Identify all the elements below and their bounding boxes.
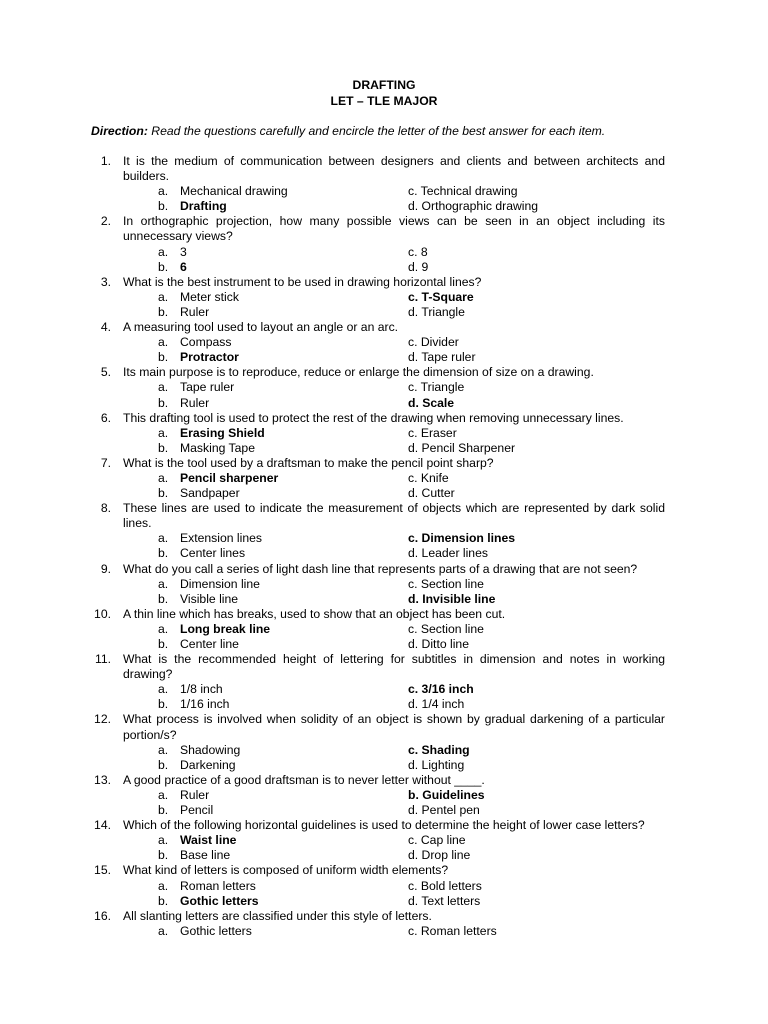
- question-number: 2.: [100, 214, 111, 229]
- option-d[interactable]: [408, 441, 658, 456]
- option-text: c. Dimension lines: [408, 531, 516, 546]
- option-row: [0, 245, 768, 260]
- option-text: d. Ditto line: [408, 637, 469, 651]
- option-text: Mechanical drawing: [180, 184, 288, 199]
- option-text: Shadowing: [180, 742, 241, 757]
- option-b[interactable]: [158, 350, 408, 365]
- option-d[interactable]: [408, 396, 658, 411]
- option-letter: b.: [158, 259, 169, 274]
- question-text: This drafting tool is used to protect the rest of the drawing when removing unnecessary lines.: [123, 410, 624, 425]
- option-c[interactable]: [408, 833, 658, 848]
- question-number: 5.: [100, 365, 111, 380]
- question-text: What is the tool used by a draftsman to make the pencil point sharp?: [123, 455, 494, 470]
- question-number: 16.: [94, 908, 111, 923]
- option-row: [0, 184, 768, 199]
- option-text: c. Knife: [408, 470, 449, 485]
- option-row: [0, 622, 768, 637]
- option-row: [0, 335, 768, 350]
- option-b[interactable]: [158, 199, 408, 214]
- option-text: 6: [180, 259, 187, 274]
- option-text: Gothic letters: [180, 923, 252, 938]
- question-item: [0, 712, 768, 772]
- option-row: [0, 531, 768, 546]
- option-row: [0, 803, 768, 818]
- option-text: c. Technical drawing: [408, 184, 518, 199]
- direction-line: [91, 124, 605, 139]
- question-text: These lines are used to indicate the measurement of objects which are represented by dark solid: [123, 501, 665, 516]
- option-d[interactable]: [408, 697, 658, 712]
- question-text-cont: lines.: [123, 516, 152, 531]
- option-text: Gothic letters: [180, 893, 259, 908]
- option-text: d. Invisible line: [408, 591, 496, 606]
- option-letter: a.: [158, 335, 169, 350]
- option-letter: b.: [158, 591, 169, 606]
- option-a[interactable]: [158, 335, 408, 350]
- option-c[interactable]: [408, 622, 658, 637]
- question-number: 9.: [100, 561, 111, 576]
- option-c[interactable]: [408, 335, 658, 350]
- question-item: [0, 214, 768, 274]
- option-c[interactable]: [408, 879, 658, 894]
- option-row: [0, 380, 768, 395]
- question-number: 8.: [100, 501, 111, 516]
- question-number: 11.: [94, 652, 111, 667]
- option-text: Compass: [180, 335, 232, 350]
- option-a[interactable]: [158, 245, 408, 260]
- option-text: Visible line: [180, 591, 239, 606]
- option-text: Meter stick: [180, 289, 239, 304]
- question-item: [0, 365, 768, 410]
- option-c[interactable]: [408, 380, 658, 395]
- option-text: Roman letters: [180, 878, 256, 893]
- option-row: [0, 305, 768, 320]
- option-letter: b.: [158, 697, 169, 712]
- question-number: 10.: [94, 606, 111, 621]
- option-text: Waist line: [180, 833, 237, 848]
- option-text: Long break line: [180, 621, 271, 636]
- question-text: What is the best instrument to be used in drawing horizontal lines?: [123, 274, 482, 289]
- question-item: [0, 411, 768, 456]
- option-row: [0, 290, 768, 305]
- option-c[interactable]: [408, 788, 658, 803]
- option-row: [0, 833, 768, 848]
- option-text: 1/16 inch: [180, 697, 230, 712]
- option-a[interactable]: [158, 622, 408, 637]
- option-c[interactable]: [408, 531, 658, 546]
- page-title: DRAFTING: [352, 78, 416, 92]
- option-c[interactable]: [408, 682, 658, 697]
- option-text: Darkening: [180, 757, 236, 772]
- question-number: 15.: [94, 863, 111, 878]
- option-c[interactable]: [408, 471, 658, 486]
- option-a[interactable]: [158, 924, 408, 939]
- question-number: 13.: [94, 772, 111, 787]
- question-number: 6.: [100, 410, 111, 425]
- option-text: c. Roman letters: [408, 923, 497, 938]
- option-row: [0, 848, 768, 863]
- option-text: d. Pencil Sharpener: [408, 440, 516, 455]
- option-text: c. T-Square: [408, 289, 474, 304]
- option-b[interactable]: [158, 697, 408, 712]
- option-text: d. Lighting: [408, 757, 465, 772]
- option-text: c. Shading: [408, 742, 470, 757]
- option-text: Base line: [180, 848, 231, 863]
- question-text: Its main purpose is to reproduce, reduce or enlarge the dimension of size on a drawing.: [123, 365, 594, 380]
- option-row: [0, 879, 768, 894]
- option-row: [0, 592, 768, 607]
- option-text: d. Pentel pen: [408, 803, 480, 818]
- option-a[interactable]: [158, 879, 408, 894]
- option-text: Extension lines: [180, 531, 262, 546]
- option-letter: a.: [158, 380, 169, 395]
- option-b[interactable]: [158, 396, 408, 411]
- option-d[interactable]: [408, 260, 658, 275]
- option-letter: a.: [158, 742, 169, 757]
- option-letter: a.: [158, 923, 169, 938]
- option-a[interactable]: [158, 290, 408, 305]
- option-d[interactable]: [408, 305, 658, 320]
- option-text: Center lines: [180, 546, 246, 561]
- question-number: 7.: [100, 455, 111, 470]
- option-text: d. Cutter: [408, 486, 455, 501]
- option-text: c. Triangle: [408, 380, 465, 395]
- option-row: [0, 199, 768, 214]
- option-text: Tape ruler: [180, 380, 235, 395]
- option-letter: b.: [158, 893, 169, 908]
- question-number: 3.: [100, 274, 111, 289]
- option-letter: a.: [158, 184, 169, 199]
- option-letter: b.: [158, 546, 169, 561]
- option-letter: b.: [158, 350, 169, 365]
- option-letter: a.: [158, 289, 169, 304]
- option-d[interactable]: [408, 894, 658, 909]
- option-row: [0, 486, 768, 501]
- question-text: What do you call a series of light dash line that represents parts of a drawing that are not seen?: [123, 561, 638, 576]
- option-a[interactable]: [158, 682, 408, 697]
- option-letter: a.: [158, 833, 169, 848]
- option-letter: a.: [158, 787, 169, 802]
- option-text: b. Guidelines: [408, 787, 485, 802]
- indent-spacer: [0, 229, 123, 244]
- question-text: It is the medium of communication between designers and clients and between architects and: [123, 154, 665, 168]
- question-number: 4.: [100, 320, 111, 335]
- option-text: c. Divider: [408, 335, 459, 350]
- option-letter: a.: [158, 621, 169, 636]
- option-text: Ruler: [180, 304, 210, 319]
- option-row: [0, 441, 768, 456]
- question-text-cont: portion/s?: [123, 727, 177, 742]
- option-text: 3: [180, 244, 187, 259]
- question-text-cont: builders.: [123, 169, 170, 184]
- option-text: c. Cap line: [408, 833, 466, 848]
- question-item: [0, 154, 768, 214]
- option-row: [0, 894, 768, 909]
- option-text: d. Text letters: [408, 893, 481, 908]
- option-row: [0, 637, 768, 652]
- question-item: [0, 456, 768, 501]
- option-text: 1/8 inch: [180, 682, 223, 697]
- option-d[interactable]: [408, 637, 658, 652]
- option-b[interactable]: [158, 894, 408, 909]
- option-c[interactable]: [408, 290, 658, 305]
- option-text: c. Bold letters: [408, 878, 482, 893]
- option-d[interactable]: [408, 546, 658, 561]
- option-row: [0, 682, 768, 697]
- question-text: All slanting letters are classified under this style of letters.: [123, 908, 432, 923]
- option-a[interactable]: [158, 788, 408, 803]
- option-text: c. Section line: [408, 621, 484, 636]
- option-row: [0, 743, 768, 758]
- question-list: [0, 154, 768, 939]
- option-text: c. Eraser: [408, 425, 457, 440]
- option-text: d. Tape ruler: [408, 350, 476, 365]
- option-b[interactable]: [158, 758, 408, 773]
- option-text: c. 8: [408, 244, 428, 259]
- option-text: Sandpaper: [180, 486, 240, 501]
- option-row: [0, 471, 768, 486]
- question-text: In orthographic projection, how many possible views can be seen in an object including its: [123, 214, 665, 229]
- option-b[interactable]: [158, 803, 408, 818]
- question-text: What is the recommended height of lettering for subtitles in dimension and notes in working: [123, 652, 665, 667]
- option-a[interactable]: [158, 531, 408, 546]
- option-c[interactable]: [408, 924, 658, 939]
- question-item: [0, 863, 768, 908]
- option-text: d. Orthographic drawing: [408, 199, 539, 214]
- indent-spacer: [0, 728, 123, 743]
- question-item: [0, 652, 768, 712]
- option-d[interactable]: [408, 848, 658, 863]
- direction-text: Read the questions carefully and encircle the letter of the best answer for each item.: [147, 124, 606, 138]
- option-text: d. 9: [408, 259, 429, 274]
- option-text: c. 3/16 inch: [408, 682, 474, 697]
- option-row: [0, 924, 768, 939]
- option-text: d. 1/4 inch: [408, 697, 465, 712]
- option-b[interactable]: [158, 546, 408, 561]
- option-row: [0, 350, 768, 365]
- option-letter: a.: [158, 682, 169, 697]
- option-a[interactable]: [158, 743, 408, 758]
- option-text: Center line: [180, 637, 239, 651]
- option-text: Pencil sharpener: [180, 470, 279, 485]
- option-text: Masking Tape: [180, 440, 255, 455]
- question-item: [0, 818, 768, 863]
- option-row: [0, 697, 768, 712]
- option-d[interactable]: [408, 803, 658, 818]
- option-text: d. Leader lines: [408, 546, 488, 561]
- option-row: [0, 396, 768, 411]
- option-d[interactable]: [408, 758, 658, 773]
- option-letter: b.: [158, 803, 169, 818]
- option-letter: b.: [158, 486, 169, 501]
- option-letter: a.: [158, 576, 169, 591]
- question-item: [0, 275, 768, 320]
- option-b[interactable]: [158, 305, 408, 320]
- question-text: What process is involved when solidity of an object is shown by gradual darkening of a particular: [123, 712, 665, 727]
- option-a[interactable]: [158, 184, 408, 199]
- option-text: Erasing Shield: [180, 425, 265, 440]
- option-c[interactable]: [408, 577, 658, 592]
- option-b[interactable]: [158, 260, 408, 275]
- option-letter: b.: [158, 637, 169, 651]
- option-text: d. Triangle: [408, 304, 465, 319]
- option-letter: b.: [158, 199, 169, 214]
- option-text: Pencil: [180, 803, 214, 818]
- option-c[interactable]: [408, 245, 658, 260]
- option-d[interactable]: [408, 486, 658, 501]
- option-letter: b.: [158, 304, 169, 319]
- option-c[interactable]: [408, 426, 658, 441]
- question-item: [0, 607, 768, 652]
- indent-spacer: [0, 169, 123, 184]
- question-text: A measuring tool used to layout an angle or an arc.: [123, 320, 399, 335]
- option-b[interactable]: [158, 592, 408, 607]
- option-a[interactable]: [158, 426, 408, 441]
- option-a[interactable]: [158, 833, 408, 848]
- option-b[interactable]: [158, 441, 408, 456]
- option-c[interactable]: [408, 184, 658, 199]
- option-row: [0, 758, 768, 773]
- question-item: [0, 501, 768, 561]
- question-text-cont: unnecessary views?: [123, 229, 233, 244]
- option-text: Protractor: [180, 350, 239, 365]
- option-letter: b.: [158, 440, 169, 455]
- option-text: d. Drop line: [408, 848, 471, 863]
- question-item: [0, 562, 768, 607]
- option-row: [0, 577, 768, 592]
- option-a[interactable]: [158, 577, 408, 592]
- question-text: A good practice of a good draftsman is to never letter without ____.: [123, 772, 485, 787]
- option-d[interactable]: [408, 199, 658, 214]
- option-a[interactable]: [158, 471, 408, 486]
- question-item: [0, 909, 768, 939]
- option-letter: a.: [158, 531, 169, 546]
- question-item: [0, 320, 768, 365]
- question-text: A thin line which has breaks, used to show that an object has been cut.: [123, 606, 506, 621]
- option-letter: b.: [158, 395, 169, 410]
- option-b[interactable]: [158, 486, 408, 501]
- option-letter: a.: [158, 878, 169, 893]
- option-row: [0, 260, 768, 275]
- option-text: d. Scale: [408, 395, 455, 410]
- option-letter: b.: [158, 848, 169, 863]
- option-d[interactable]: [408, 592, 658, 607]
- question-item: [0, 773, 768, 818]
- option-c[interactable]: [408, 743, 658, 758]
- option-text: Drafting: [180, 199, 227, 214]
- option-text: c. Section line: [408, 576, 484, 591]
- option-a[interactable]: [158, 380, 408, 395]
- question-number: 1.: [100, 154, 111, 168]
- direction-label: Direction:: [91, 124, 148, 138]
- option-b[interactable]: [158, 848, 408, 863]
- question-number: 14.: [94, 818, 111, 833]
- option-letter: a.: [158, 470, 169, 485]
- option-row: [0, 546, 768, 561]
- indent-spacer: [0, 516, 123, 531]
- question-text: What kind of letters is composed of uniform width elements?: [123, 863, 449, 878]
- option-letter: a.: [158, 425, 169, 440]
- indent-spacer: [0, 667, 123, 682]
- option-letter: a.: [158, 244, 169, 259]
- option-letter: b.: [158, 757, 169, 772]
- option-row: [0, 788, 768, 803]
- page-subtitle: LET – TLE MAJOR: [330, 94, 438, 108]
- option-text: Ruler: [180, 395, 210, 410]
- question-number: 12.: [94, 712, 111, 727]
- option-d[interactable]: [408, 350, 658, 365]
- option-text: Dimension line: [180, 576, 260, 591]
- option-text: Ruler: [180, 787, 210, 802]
- question-text: Which of the following horizontal guidelines is used to determine the height of lower case letters?: [123, 818, 645, 833]
- option-row: [0, 426, 768, 441]
- option-b[interactable]: [158, 637, 408, 652]
- question-text-cont: drawing?: [123, 667, 173, 682]
